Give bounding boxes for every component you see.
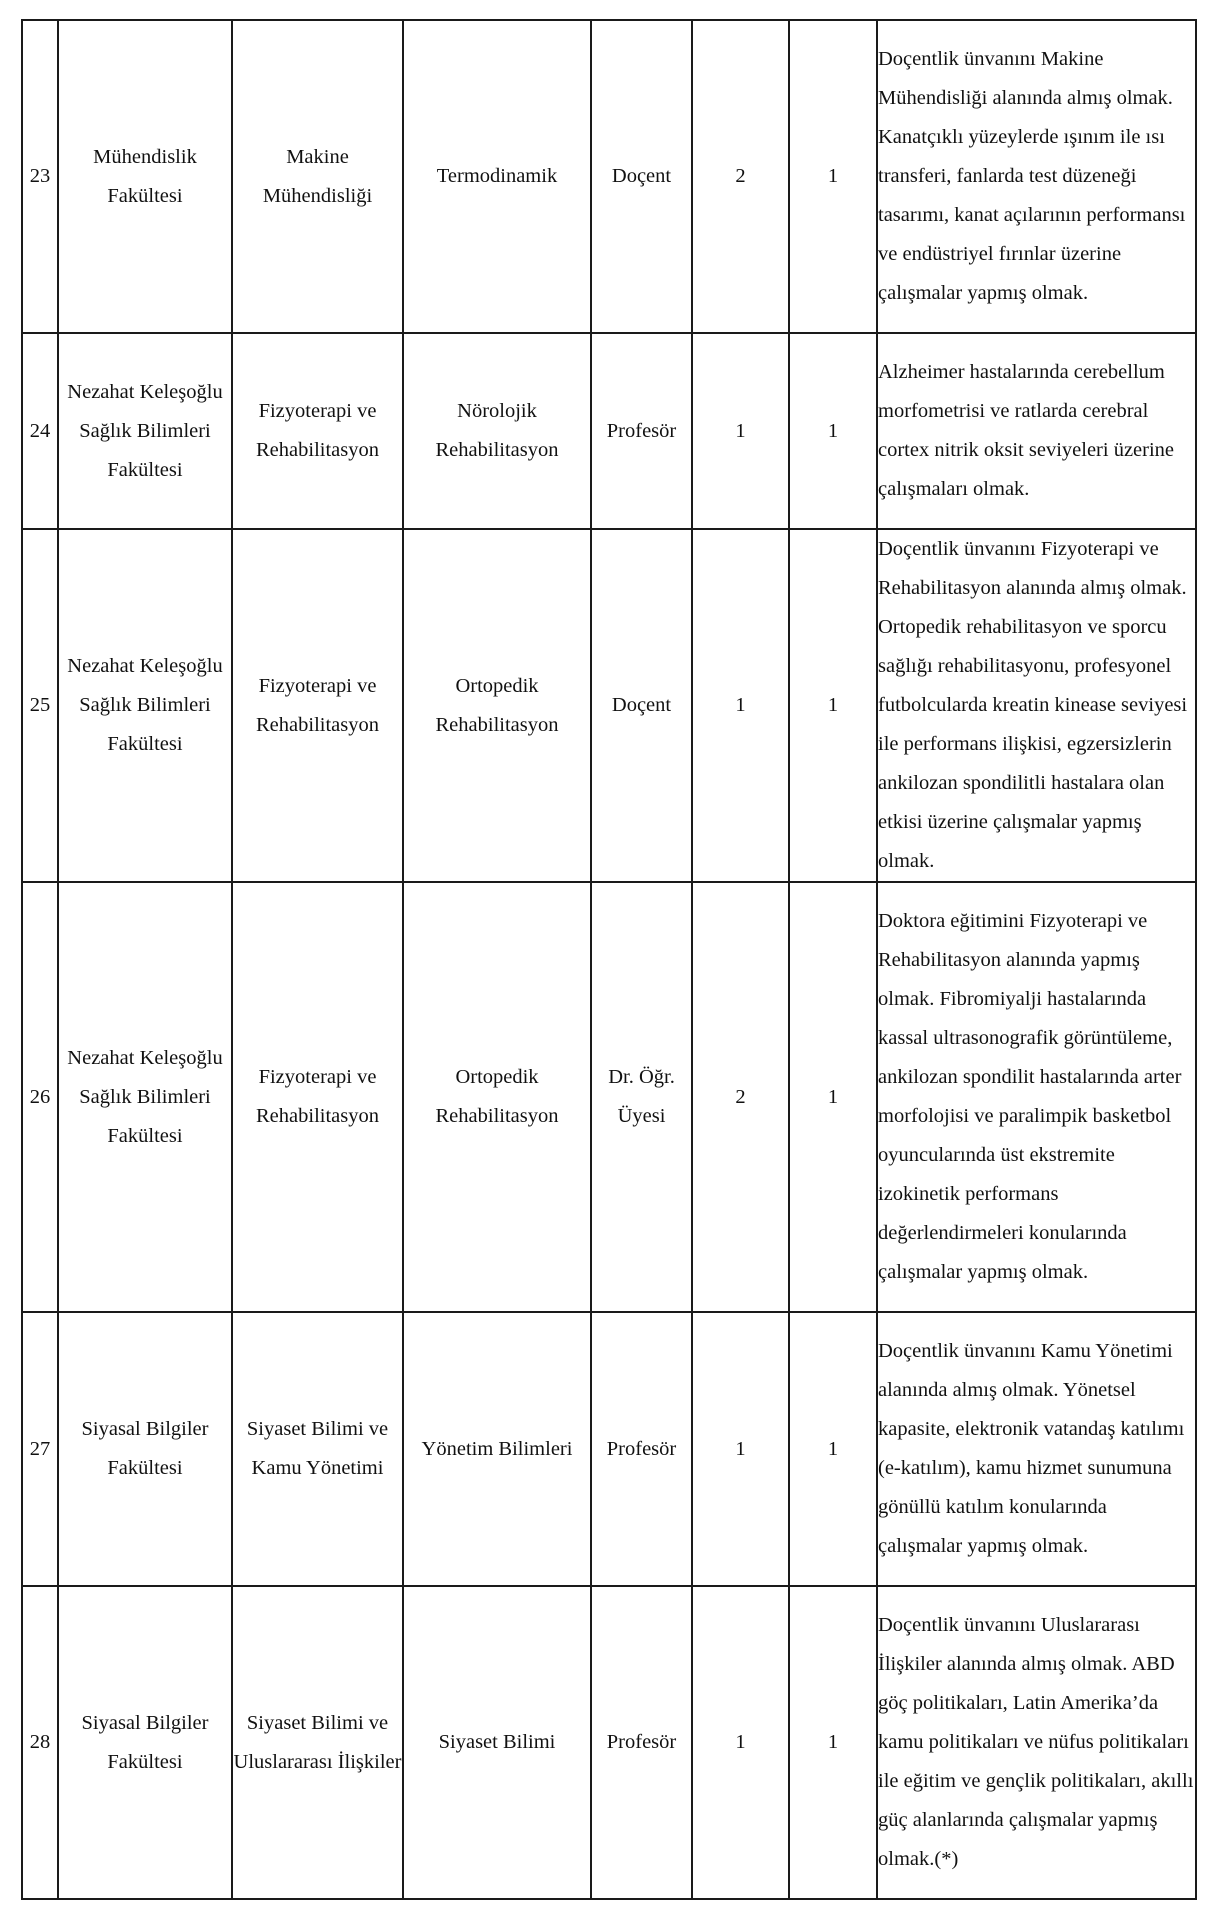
faculty-cell: Siyasal Bilgiler Fakültesi (58, 1312, 232, 1586)
description-cell: Doçentlik ünvanını Kamu Yönetimi alanında almış olmak. Yönetsel kapasite, elektronik vatandaş katılımı (e-katılım), kamu hizmet sunumuna gönüllü katılım konularında çalışmalar yapmış olmak. (877, 1312, 1196, 1586)
table-row (22, 882, 1196, 1312)
department-cell: Makine Mühendisliği (232, 20, 403, 333)
area-cell: Ortopedik Rehabilitasyon (403, 882, 591, 1312)
count-b-cell: 1 (789, 1312, 877, 1586)
count-a-cell: 1 (692, 333, 789, 529)
area-cell: Yönetim Bilimleri (403, 1312, 591, 1586)
description-cell: Doçentlik ünvanını Uluslararası İlişkiler alanında almış olmak. ABD göç politikaları, Latin Amerika’da kamu politikaları ve nüfus politikaları ile eğitim ve gençlik politikaları, akıllı güç alanlarında çalışmalar yapmış olmak.(*) (877, 1586, 1196, 1899)
count-a-cell: 2 (692, 20, 789, 333)
row-number: 26 (22, 882, 58, 1312)
title-cell: Profesör (591, 333, 692, 529)
count-a-cell: 2 (692, 882, 789, 1312)
count-b-cell: 1 (789, 882, 877, 1312)
title-cell: Profesör (591, 1586, 692, 1899)
department-cell: Siyaset Bilimi ve Uluslararası İlişkiler (232, 1586, 403, 1899)
row-number: 28 (22, 1586, 58, 1899)
department-cell: Siyaset Bilimi ve Kamu Yönetimi (232, 1312, 403, 1586)
count-b-cell: 1 (789, 1586, 877, 1899)
count-a-cell: 1 (692, 529, 789, 882)
area-cell: Termodinamik (403, 20, 591, 333)
count-b-cell: 1 (789, 529, 877, 882)
faculty-cell: Nezahat Keleşoğlu Sağlık Bilimleri Fakültesi (58, 882, 232, 1312)
table-row (22, 1312, 1196, 1586)
staff-position-table (21, 19, 1197, 1900)
row-number: 25 (22, 529, 58, 882)
table-row (22, 1586, 1196, 1899)
faculty-cell: Nezahat Keleşoğlu Sağlık Bilimleri Fakültesi (58, 529, 232, 882)
description-cell: Doçentlik ünvanını Fizyoterapi ve Rehabilitasyon alanında almış olmak. Ortopedik rehabilitasyon ve sporcu sağlığı rehabilitasyonu, profesyonel futbolcularda kreatin kinease seviyesi ile performans ilişkisi, egzersizlerin ankilozan spondilitli hastalara olan etkisi üzerine çalışmalar yapmış olmak. (877, 529, 1196, 882)
faculty-cell: Nezahat Keleşoğlu Sağlık Bilimleri Fakültesi (58, 333, 232, 529)
department-cell: Fizyoterapi ve Rehabilitasyon (232, 882, 403, 1312)
faculty-cell: Mühendislik Fakültesi (58, 20, 232, 333)
description-cell: Doçentlik ünvanını Makine Mühendisliği alanında almış olmak. Kanatçıklı yüzeylerde ışınım ile ısı transferi, fanlarda test düzeneği tasarımı, kanat açılarının performansı ve endüstriyel fırınlar üzerine çalışmalar yapmış olmak. (877, 20, 1196, 333)
count-b-cell: 1 (789, 333, 877, 529)
title-cell: Profesör (591, 1312, 692, 1586)
title-cell: Doçent (591, 20, 692, 333)
count-a-cell: 1 (692, 1312, 789, 1586)
row-number: 27 (22, 1312, 58, 1586)
area-cell: Ortopedik Rehabilitasyon (403, 529, 591, 882)
description-cell: Doktora eğitimini Fizyoterapi ve Rehabilitasyon alanında yapmış olmak. Fibromiyalji hastalarında kassal ultrasonografik görüntüleme, ankilozan spondilit hastalarında arter morfolojisi ve paralimpik basketbol oyuncularında üst ekstremite izokinetik performans değerlendirmeleri konularında çalışmalar yapmış olmak. (877, 882, 1196, 1312)
row-number: 24 (22, 333, 58, 529)
department-cell: Fizyoterapi ve Rehabilitasyon (232, 529, 403, 882)
table-row (22, 529, 1196, 882)
area-cell: Siyaset Bilimi (403, 1586, 591, 1899)
description-cell: Alzheimer hastalarında cerebellum morfometrisi ve ratlarda cerebral cortex nitrik oksit seviyeleri üzerine çalışmaları olmak. (877, 333, 1196, 529)
area-cell: Nörolojik Rehabilitasyon (403, 333, 591, 529)
table-row (22, 333, 1196, 529)
count-b-cell: 1 (789, 20, 877, 333)
count-a-cell: 1 (692, 1586, 789, 1899)
table-row (22, 20, 1196, 333)
faculty-cell: Siyasal Bilgiler Fakültesi (58, 1586, 232, 1899)
department-cell: Fizyoterapi ve Rehabilitasyon (232, 333, 403, 529)
title-cell: Dr. Öğr. Üyesi (591, 882, 692, 1312)
row-number: 23 (22, 20, 58, 333)
title-cell: Doçent (591, 529, 692, 882)
